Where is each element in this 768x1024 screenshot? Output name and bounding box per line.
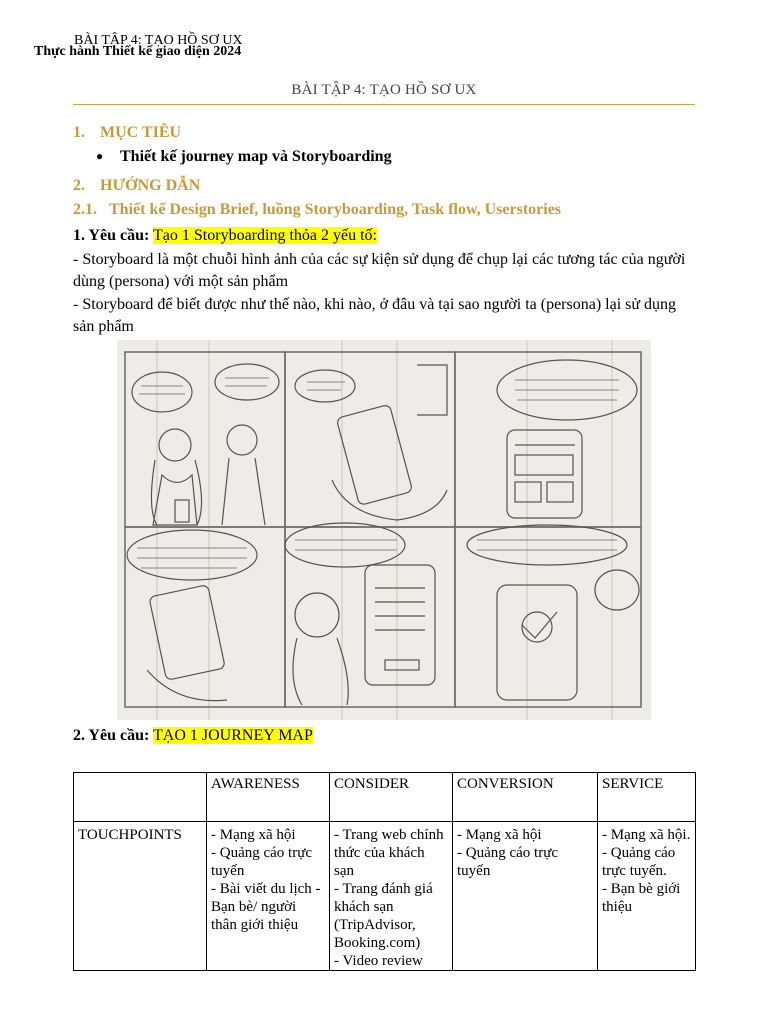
storyboard-sketch-svg (117, 340, 651, 720)
cell-line: - Mạng xã hội (211, 827, 296, 843)
requirement-1 (73, 225, 695, 247)
header-course: Thực hành Thiết kế giao diện 2024 (34, 44, 242, 59)
cell-line: - Trang đánh giá khách sạn (TripAdvisor, Booking.com) (334, 881, 433, 951)
journey-header-cell (74, 773, 207, 822)
section-2-label: HƯỚNG DẪN (100, 177, 201, 194)
cell-line: - Mạng xã hội. (602, 827, 691, 843)
touchpoints-awareness-cell (207, 822, 330, 971)
bullet-dot-icon: ● (96, 149, 104, 163)
journey-header-cell: CONVERSION (453, 773, 598, 822)
journey-header-row (74, 773, 696, 822)
section-1-label: MỤC TIÊU (100, 124, 182, 141)
requirement-2-highlight: TẠO 1 JOURNEY MAP (153, 727, 313, 744)
touchpoints-label: TOUCHPOINTS (74, 822, 207, 971)
journey-header-cell: CONSIDER (330, 773, 453, 822)
cell-line: - Mạng xã hội (457, 827, 542, 843)
journey-header-cell: AWARENESS (207, 773, 330, 822)
page-title: BÀI TẬP 4: TẠO HỒ SƠ UX (291, 82, 477, 98)
touchpoints-conversion-cell (453, 822, 598, 971)
title-divider (73, 104, 695, 105)
storyboard-sketch-image (117, 340, 651, 720)
section-2-1-heading (73, 201, 561, 219)
section-2-1-label: Thiết kế Design Brief, luồng Storyboarding, Task flow, Userstories (109, 201, 562, 218)
requirement-1-highlight: Tạo 1 Storyboarding thỏa 2 yếu tố: (153, 227, 377, 244)
touchpoints-service-cell (598, 822, 696, 971)
section-1-heading (73, 124, 181, 142)
cell-line: - Bài viết du lịch - Bạn bè/ người thân giới thiệu (211, 881, 321, 933)
journey-header-cell: SERVICE (598, 773, 696, 822)
touchpoints-consider-cell (330, 822, 453, 971)
requirement-2 (73, 725, 695, 747)
cell-line: - Quảng cáo trực tuyến (211, 845, 313, 879)
header-doc-title: BÀI TẬP 4: TẠO HỒ SƠ UX (74, 33, 243, 48)
section-2-heading (73, 177, 200, 195)
journey-touchpoints-row (74, 822, 696, 971)
requirement-2-label: 2. Yêu cầu: (73, 727, 150, 744)
requirement-1-label: 1. Yêu cầu: (73, 227, 150, 244)
section-2-number: 2. (73, 177, 85, 194)
cell-line: - Bạn bè giới thiệu (602, 881, 681, 915)
cell-line: - Video review (334, 953, 423, 969)
section-1-bullet (96, 148, 392, 166)
section-1-bullet-text: Thiết kế journey map và Storyboarding (120, 148, 392, 165)
journey-map-table (73, 772, 696, 971)
section-2-1-number: 2.1. (73, 201, 97, 218)
section-1-number: 1. (73, 124, 85, 141)
cell-line: - Quảng cáo trực tuyến. (602, 845, 676, 879)
cell-line: - Quảng cáo trực tuyến (457, 845, 559, 879)
requirement-1-line-1: - Storyboard là một chuỗi hình ảnh của các sự kiện sử dụng để chụp lại các tương tác của người dùng (persona) với một sản phẩm (73, 251, 686, 290)
requirement-1-line-2: - Storyboard để biết được như thế nào, khi nào, ở đâu và tại sao người ta (persona) lại sử dụng sản phẩm (73, 296, 677, 335)
cell-line: - Trang web chính thức của khách sạn (334, 827, 444, 879)
